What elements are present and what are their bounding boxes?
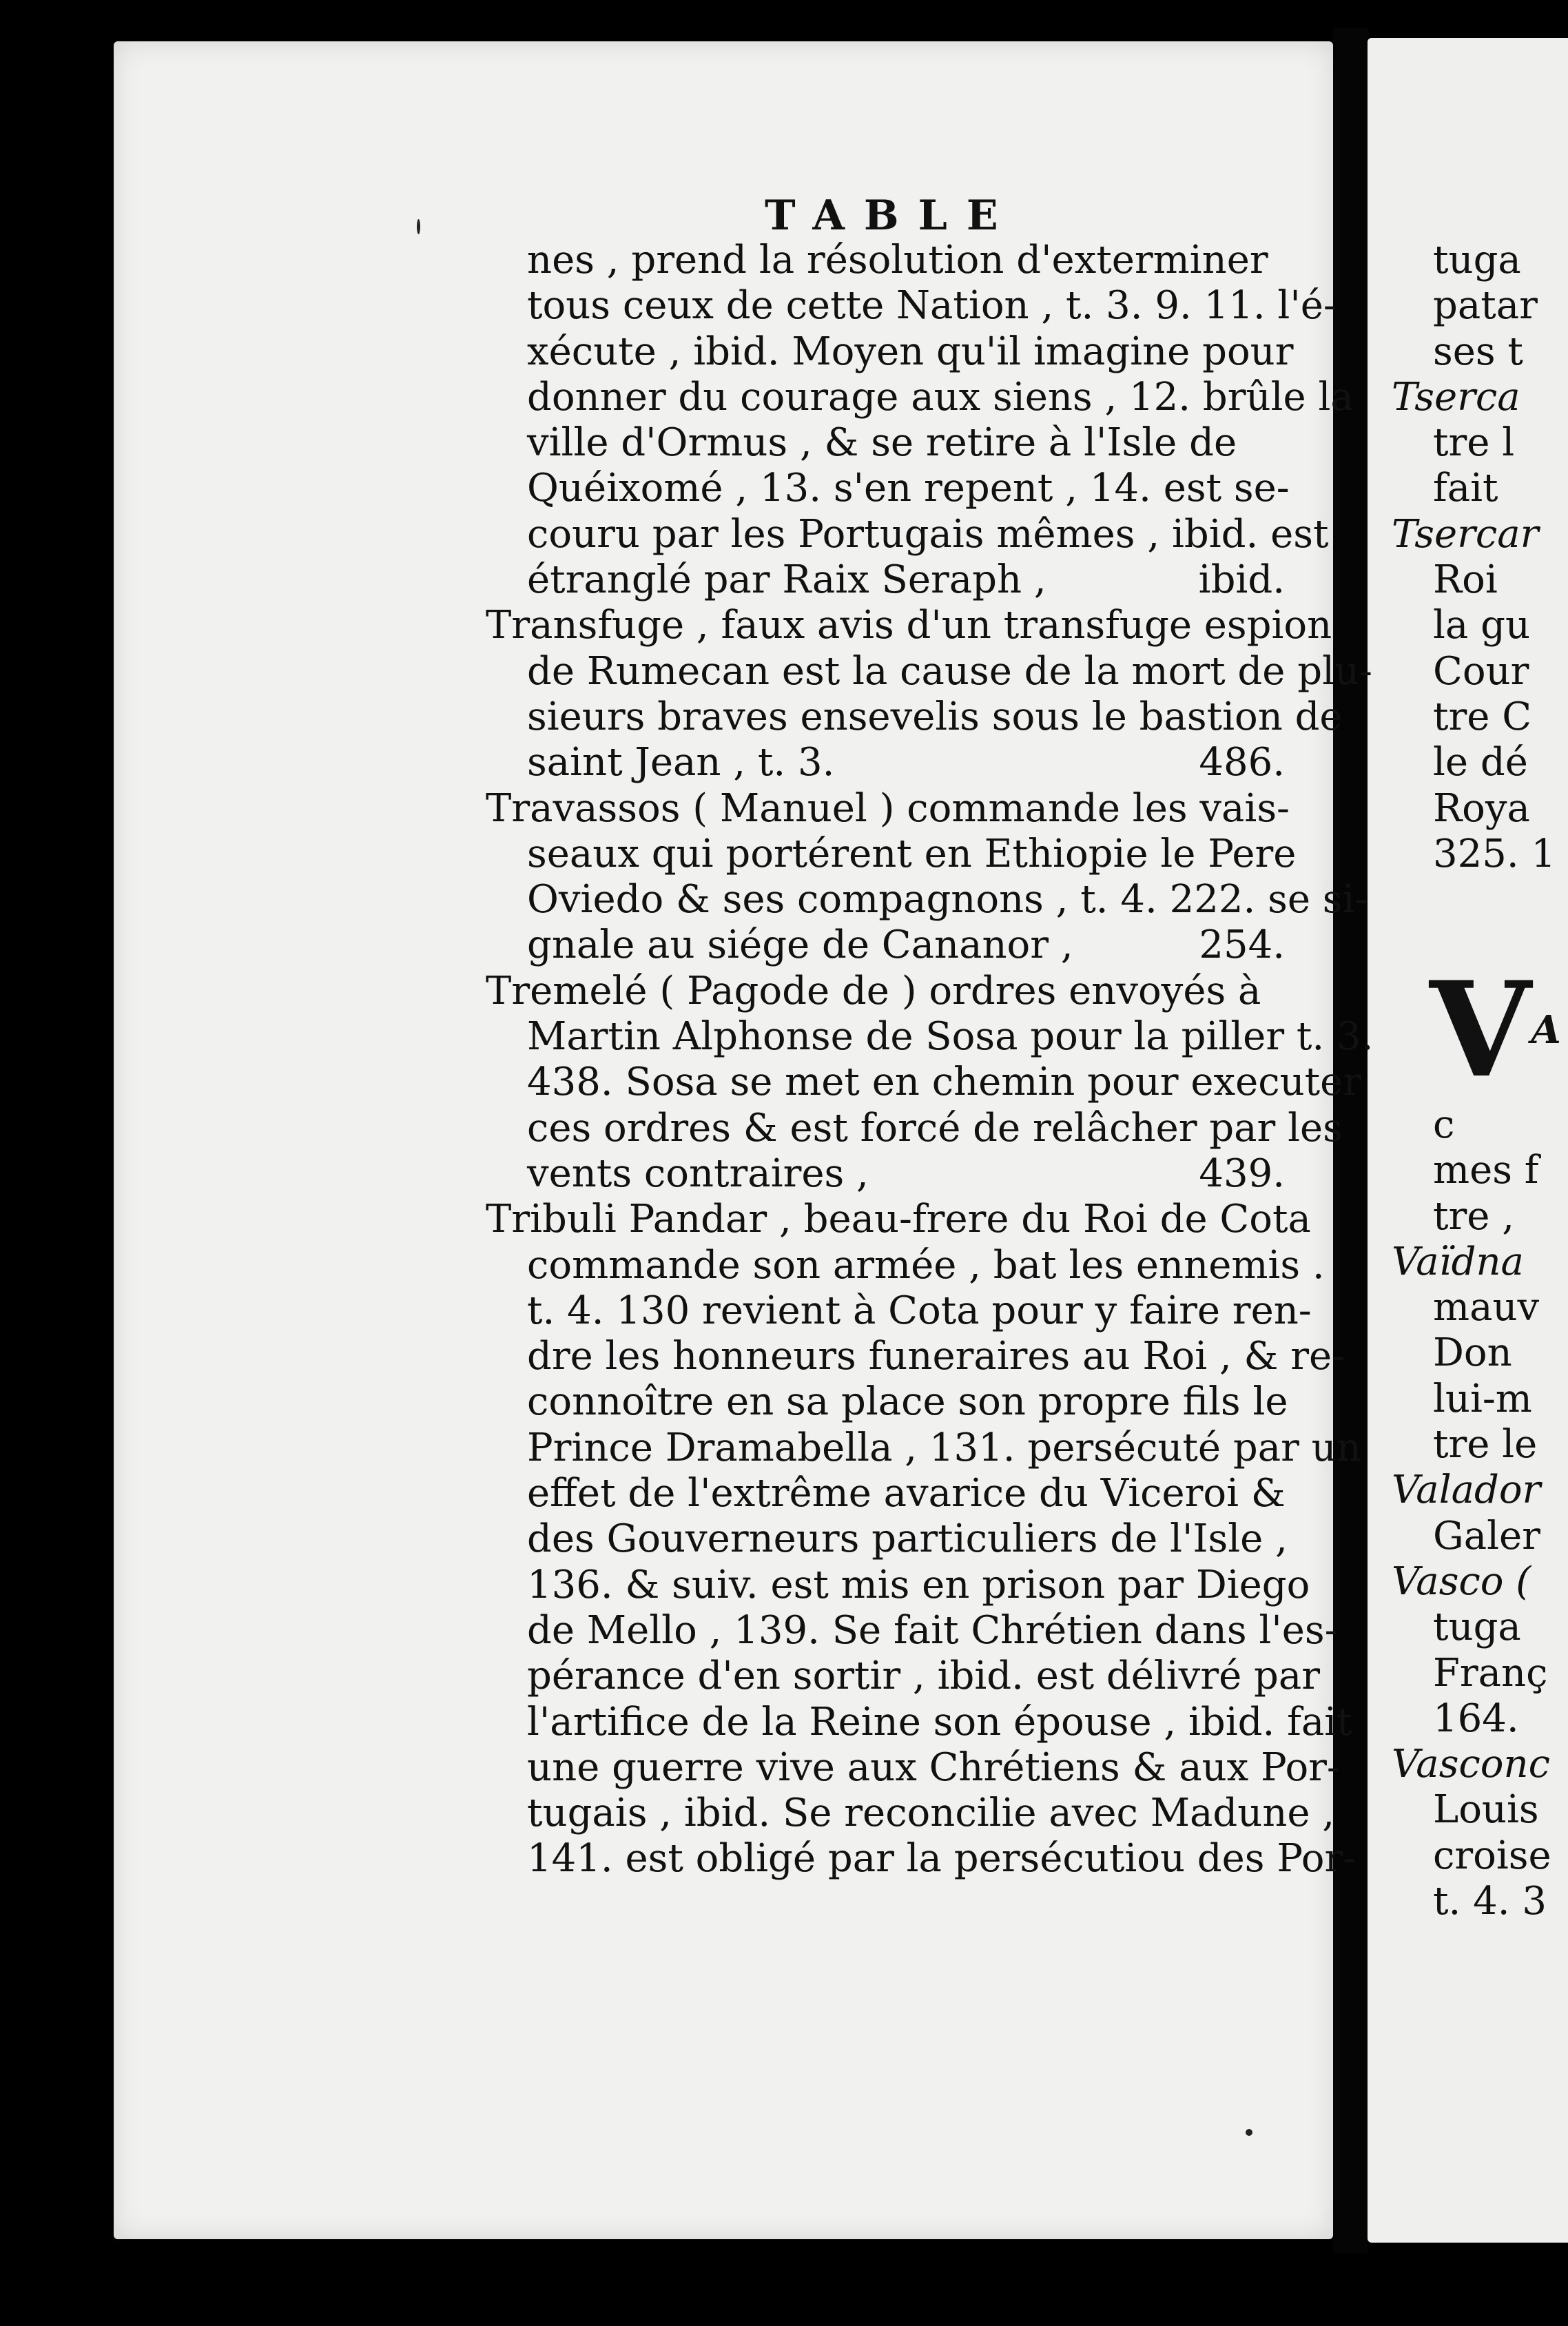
line-text: Tribuli Pandar , beau-frere du Roi de Cota [486,1197,1311,1242]
text-line: croise [1433,1833,1551,1878]
text-line: lui-m [1433,1376,1532,1421]
line-text: Transfuge , faux avis d'un transfuge espion [486,603,1332,648]
line-text: l'artifice de la Reine son épouse , ibid. fait [527,1699,1352,1745]
text-line [527,1242,1325,1288]
text-line: tuga [1433,238,1521,282]
page-reference: ibid. [1198,557,1285,603]
text-line [527,1607,1338,1654]
line-text: sieurs braves ensevelis sous le bastion de [527,694,1343,739]
text-line: le dé [1433,740,1528,785]
line-text: Tremelé ( Pagode de ) ordres envoyés à [486,968,1261,1013]
text-line: patar [1433,283,1538,329]
text-line [527,831,1297,877]
text-line: Tserca [1392,374,1520,420]
text-line [527,877,1368,923]
line-text: Prince Dramabella , 131. persécuté par un [527,1425,1361,1470]
section-initial-tail: A [1531,1007,1561,1053]
right-text-column-top [1392,238,1556,877]
section-initial [1430,953,1561,1107]
text-line [527,1516,1288,1562]
text-line: Vasconc [1392,1742,1550,1787]
line-text: donner du courage aux siens , 12. brûle la [527,374,1354,420]
line-text: seaux qui portérent en Ethiopie le Pere [527,831,1297,876]
text-line: 325. 1 [1433,831,1556,876]
text-line: 164. [1433,1696,1519,1741]
text-line: tuga [1433,1605,1521,1650]
text-line: mes f [1433,1148,1539,1193]
line-text: 141. est obligé par la persécutiou des Por- [527,1836,1356,1882]
line-text: des Gouverneurs particuliers de l'Isle , [527,1516,1288,1562]
text-line [527,283,1337,329]
text-line: Galer [1433,1513,1540,1558]
line-text: nes , prend la résolution d'exterminer [527,238,1268,282]
line-text: couru par les Portugais mêmes , ibid. est [527,511,1329,557]
text-line [527,1151,1285,1197]
line-text: de Rumecan est la cause de la mort de plu- [527,648,1372,694]
section-initial-letter: V [1430,953,1531,1107]
line-text: tous ceux de cette Nation , t. 3. 9. 11. l'é- [527,283,1337,329]
text-line [527,1105,1343,1151]
text-line: fait [1433,466,1498,511]
text-line: la gu [1433,603,1531,648]
running-head: TABLE [765,192,1018,240]
text-line [527,374,1354,420]
text-line [527,420,1285,466]
line-text: étranglé par Raix Seraph , [527,557,1046,603]
text-line [527,1699,1352,1745]
text-line [527,740,1285,785]
text-line: Valador [1392,1468,1541,1513]
line-text: commande son armée , bat les ennemis . [527,1242,1325,1288]
text-line [527,1060,1362,1105]
ink-speck [1246,2129,1252,2136]
right-text-column-bottom [1392,1102,1551,1924]
line-text: 136. & suiv. est mis en prison par Diego [527,1562,1310,1607]
line-text: gnale au siége de Cananor , [527,923,1073,968]
text-line [527,1562,1310,1608]
text-line [527,923,1285,968]
text-line [486,785,1290,832]
text-line [527,329,1294,375]
text-line [527,1471,1285,1516]
text-line: Cour [1433,648,1529,694]
text-line: t. 4. 3 [1433,1879,1547,1924]
text-line: Louis [1433,1787,1539,1833]
line-text: ces ordres & est forcé de relâcher par les [527,1105,1343,1151]
line-text: saint Jean , t. 3. [527,740,835,785]
text-line [527,1654,1321,1699]
line-text: pérance d'en sortir , ibid. est délivré par [527,1654,1321,1699]
text-line [527,1288,1312,1334]
text-line: tre C [1433,694,1532,739]
line-text: Travassos ( Manuel ) commande les vais- [486,785,1290,831]
line-text: Oviedo & ses compagnons , t. 4. 222. se si- [527,877,1368,923]
text-line: c [1433,1102,1455,1147]
text-line: ses t [1433,329,1523,374]
page-reference: 439. [1199,1151,1285,1196]
text-line: Vasco ( [1392,1558,1531,1604]
left-text-column [486,238,1374,1882]
line-text: tugais , ibid. Se reconcilie avec Madune , [527,1791,1335,1836]
line-text: t. 4. 130 revient à Cota pour y faire ren- [527,1288,1312,1333]
text-line [527,1014,1374,1060]
text-line [527,648,1372,694]
text-line [527,1836,1356,1882]
text-line [486,603,1332,648]
line-text: vents contraires , [527,1151,869,1196]
page-reference: 486. [1199,740,1285,785]
text-line: Roi [1433,557,1498,603]
text-line [527,557,1285,603]
text-line [527,694,1343,740]
line-text: 438. Sosa se met en chemin pour executer [527,1060,1362,1105]
text-line [527,1745,1340,1791]
text-line: Don [1433,1330,1512,1376]
text-line: Franç [1433,1650,1548,1696]
text-line [527,466,1290,511]
text-line [527,1334,1345,1379]
line-text: Martin Alphonse de Sosa pour la piller t. 3. [527,1014,1374,1060]
text-line: Vaïdna [1392,1239,1524,1284]
line-text: xécute , ibid. Moyen qu'il imagine pour [527,329,1294,374]
text-line: Tsercar [1392,511,1539,557]
ink-speck [417,219,420,234]
line-text: de Mello , 139. Se fait Chrétien dans l'es- [527,1607,1338,1653]
line-text: Quéixomé , 13. s'en repent , 14. est se- [527,466,1290,511]
text-line [486,969,1285,1014]
text-line: mauv [1433,1285,1540,1330]
page-reference: 254. [1199,923,1285,968]
text-line [486,1197,1311,1242]
text-line [527,511,1329,557]
text-line [527,238,1285,283]
text-line [527,1379,1288,1425]
line-text: une guerre vive aux Chrétiens & aux Por- [527,1745,1340,1790]
text-line: Roya [1433,785,1530,831]
text-line: tre l [1433,420,1515,466]
line-text: dre les honneurs funeraires au Roi , & re- [527,1334,1345,1379]
text-line [527,1791,1335,1836]
line-text: connoître en sa place son propre fils le [527,1379,1288,1425]
text-line [527,1425,1361,1471]
text-line: tre le [1433,1422,1538,1468]
line-text: ville d'Ormus , & se retire à l'Isle de [527,420,1237,466]
line-text: effet de l'extrême avarice du Viceroi & [527,1471,1286,1516]
text-line: tre , [1433,1193,1515,1239]
